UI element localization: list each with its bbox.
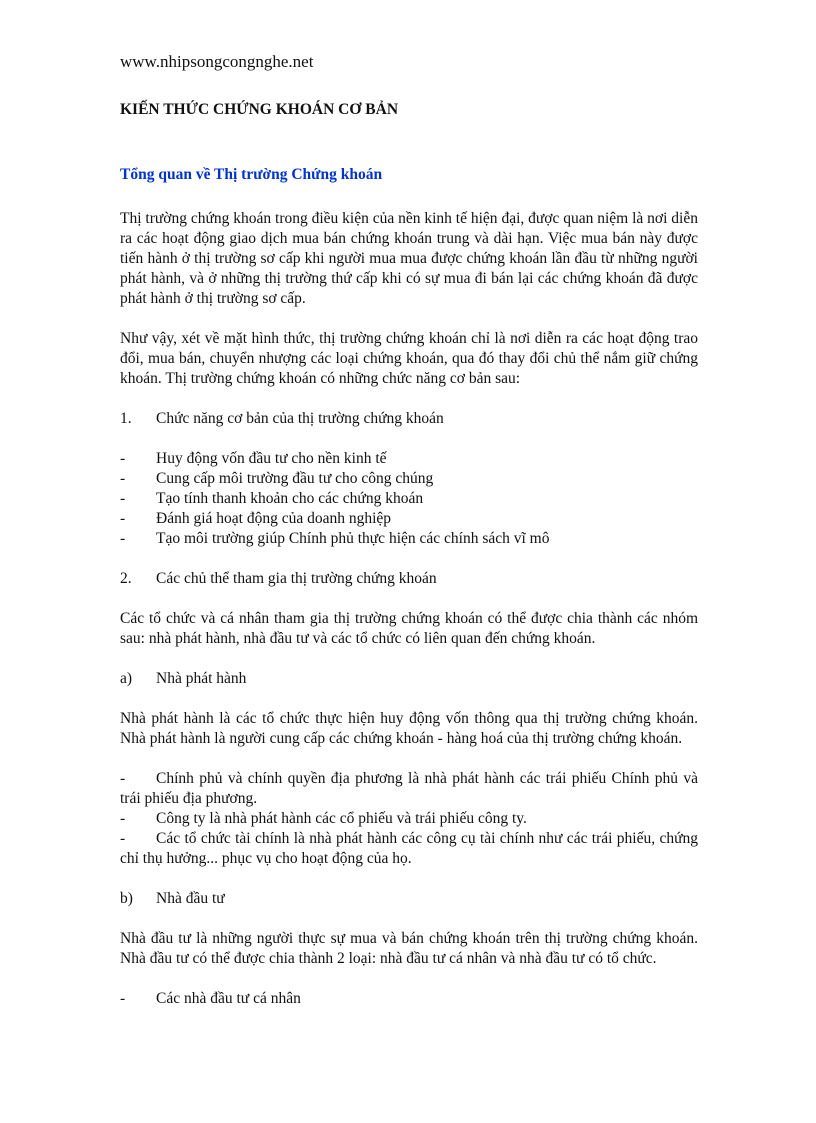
heading-functions: [120, 409, 698, 429]
list-item: [120, 529, 698, 549]
dash-bullet: -: [120, 830, 126, 847]
heading-number: b): [120, 890, 133, 907]
list-item: [120, 769, 698, 809]
list-item-text: Các tổ chức tài chính là nhà phát hành các công cụ tài chính như các trái phiếu, chứng chỉ thụ hưởng... phục vụ cho hoạt động của họ.: [120, 830, 698, 867]
heading-text: Nhà phát hành: [156, 670, 247, 687]
section-title: Tổng quan về Thị trường Chứng khoán: [120, 166, 383, 183]
site-url: www.nhipsongcongnghe.net: [120, 52, 314, 71]
list-item: [120, 469, 698, 489]
functions-list: [120, 449, 698, 549]
issuer-types-list: [120, 769, 698, 869]
heading-text: Các chủ thể tham gia thị trường chứng khoán: [156, 570, 437, 587]
heading-number: 1.: [120, 410, 132, 427]
heading-issuers: [120, 669, 698, 689]
list-item: [120, 809, 698, 829]
issuers-paragraph: Nhà phát hành là các tổ chức thực hiện huy động vốn thông qua thị trường chứng khoán. Nhà phát hành là người cung cấp các chứng khoán - hàng hoá của thị trường chứng khoán.: [120, 710, 698, 747]
investor-types-list: [120, 989, 698, 1009]
dash-bullet: -: [120, 770, 126, 787]
dash-bullet: -: [120, 450, 126, 467]
list-item: [120, 509, 698, 529]
heading-number: 2.: [120, 570, 132, 587]
heading-participants: [120, 569, 698, 589]
list-item: [120, 449, 698, 469]
heading-text: Nhà đầu tư: [156, 890, 225, 907]
list-item-text: Tạo tính thanh khoản cho các chứng khoán: [156, 490, 424, 507]
list-item-text: Chính phủ và chính quyền địa phương là nhà phát hành các trái phiếu Chính phủ và trái phiếu địa phương.: [120, 770, 698, 807]
dash-bullet: -: [120, 990, 126, 1007]
list-item-text: Tạo môi trường giúp Chính phủ thực hiện các chính sách vĩ mô: [156, 530, 550, 547]
document-page: [120, 52, 698, 1029]
list-item-text: Các nhà đầu tư cá nhân: [156, 990, 301, 1007]
dash-bullet: -: [120, 490, 126, 507]
participants-paragraph: Các tổ chức và cá nhân tham gia thị trường chứng khoán có thể được chia thành các nhóm sau: nhà phát hành, nhà đầu tư và các tổ chức có liên quan đến chứng khoán.: [120, 610, 698, 647]
heading-number: a): [120, 670, 133, 687]
list-item: [120, 989, 698, 1009]
list-item-text: Cung cấp môi trường đầu tư cho công chúng: [156, 470, 434, 487]
dash-bullet: -: [120, 530, 126, 547]
intro-paragraph-1: Thị trường chứng khoán trong điều kiện của nền kinh tế hiện đại, được quan niệm là nơi diễn ra các hoạt động giao dịch mua bán chứng khoán trung và dài hạn. Việc mua bán này được tiến hành ở thị trường sơ cấp khi người mua mua được chứng khoán lần đầu từ những người phát hành, và ở những thị trường thứ cấp khi có sự mua đi bán lại các chứng khoán đã được phát hành ở thị trường sơ cấp.: [120, 210, 698, 307]
list-item: [120, 489, 698, 509]
document-title: KIẾN THỨC CHỨNG KHOÁN CƠ BẢN: [120, 101, 399, 118]
dash-bullet: -: [120, 470, 126, 487]
dash-bullet: -: [120, 510, 126, 527]
list-item: [120, 829, 698, 869]
intro-paragraph-2: Như vậy, xét về mặt hình thức, thị trường chứng khoán chỉ là nơi diễn ra các hoạt động trao đổi, mua bán, chuyển nhượng các loại chứng khoán, qua đó thay đổi chủ thể nắm giữ chứng khoán. Thị trường chứng khoán có những chức năng cơ bản sau:: [120, 330, 698, 387]
heading-text: Chức năng cơ bản của thị trường chứng khoán: [156, 410, 444, 427]
list-item-text: Công ty là nhà phát hành các cổ phiếu và trái phiếu công ty.: [156, 810, 527, 827]
heading-investors: [120, 889, 698, 909]
list-item-text: Huy động vốn đầu tư cho nền kinh tế: [156, 450, 387, 467]
investors-paragraph: Nhà đầu tư là những người thực sự mua và bán chứng khoán trên thị trường chứng khoán. Nhà đầu tư có thể được chia thành 2 loại: nhà đầu tư cá nhân và nhà đầu tư có tổ chức.: [120, 930, 698, 967]
dash-bullet: -: [120, 810, 126, 827]
list-item-text: Đánh giá hoạt động của doanh nghiệp: [156, 510, 392, 527]
